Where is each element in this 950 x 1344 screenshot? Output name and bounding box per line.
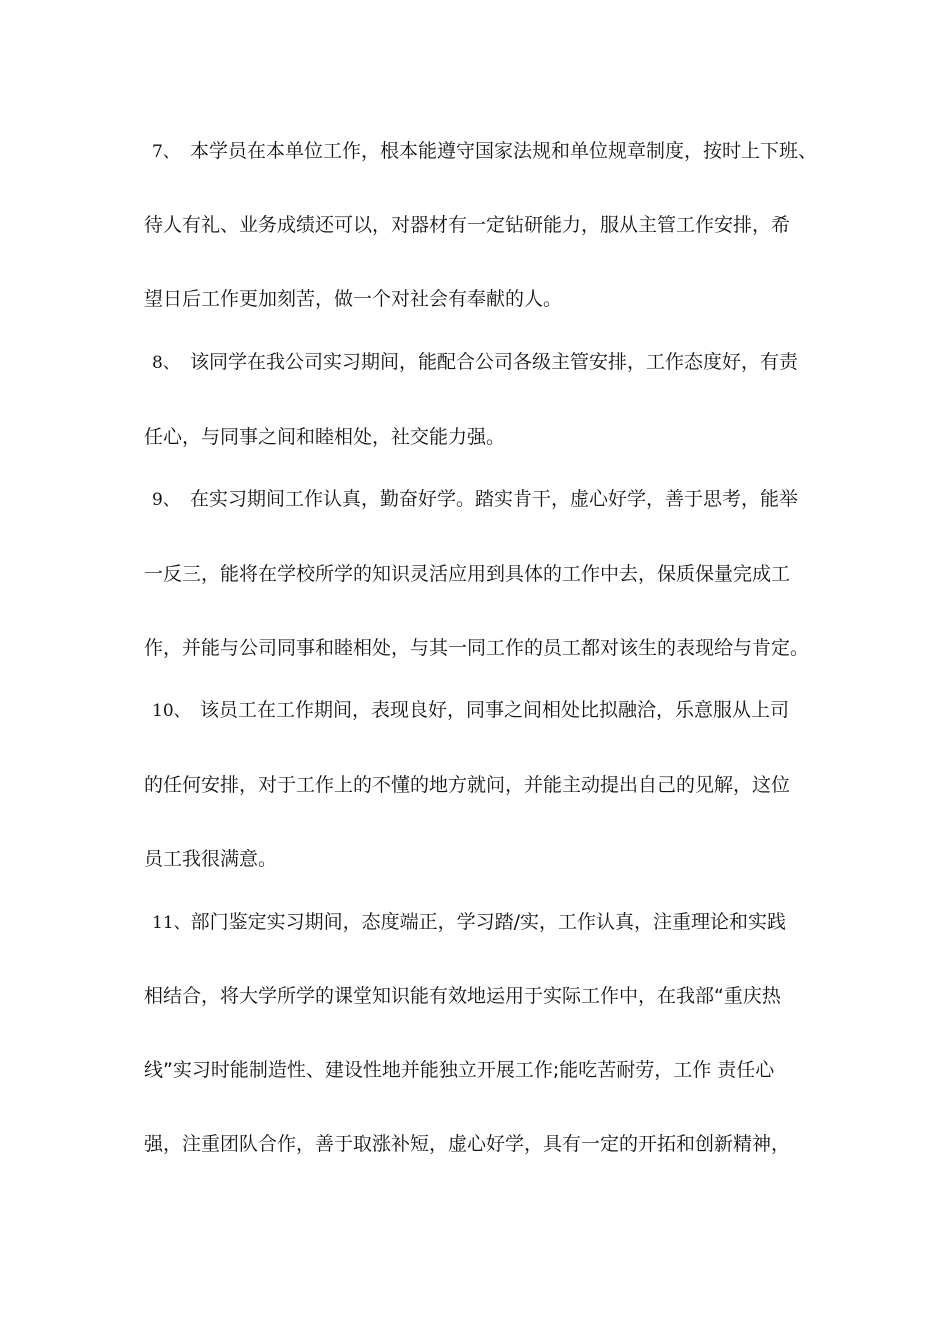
item-11-line-4: 强，注重团队合作，善于取涨补短，虚心好学，具有一定的开拓和创新精神，: [144, 1133, 791, 1155]
item-7-line-3: 望日后工作更加刻苦，做一个对社会有奉献的人。: [144, 288, 563, 310]
item-9-text-1: 在实习期间工作认真，勤奋好学。踏实肯干，虚心好学，善于思考，能举: [190, 488, 799, 510]
item-9-line-3: 作，并能与公司同事和睦相处，与其一同工作的员工都对该生的表现给与肯定。: [144, 637, 810, 659]
item-9-line-2: 一反三，能将在学校所学的知识灵活应用到具体的工作中去，保质保量完成工: [144, 563, 791, 585]
item-7-number: 7、: [152, 142, 180, 162]
item-11-line-3: 线”实习时能制造性、建设性地并能独立开展工作;能吃苦耐劳，工作 责任心: [144, 1059, 775, 1081]
item-10-line-1: [152, 698, 950, 723]
item-9-line-1: [152, 487, 950, 512]
item-11-line-1: [152, 910, 950, 935]
item-7-line-2: 待人有礼、业务成绩还可以，对器材有一定钻研能力，服从主管工作安排，希: [144, 214, 791, 236]
item-7-line-1: [152, 139, 950, 164]
item-11-line-2: 相结合，将大学所学的课堂知识能有效地运用于实际工作中，在我部“重庆热: [144, 985, 781, 1007]
item-9-number: 9、: [152, 490, 180, 510]
item-10-line-3: 员工我很满意。: [144, 848, 278, 870]
item-8-text-1: 该同学在我公司实习期间，能配合公司各级主管安排，工作态度好，有责: [190, 351, 799, 373]
item-8-line-1: [152, 350, 950, 375]
item-11-number: 11、: [152, 913, 191, 933]
item-10-text-1: 该员工在工作期间，表现良好，同事之间相处比拟融洽，乐意服从上司: [200, 699, 790, 721]
item-11-text-1: 部门鉴定实习期间，态度端正，学习踏/实，工作认真，注重理论和实践: [190, 911, 787, 933]
item-10-number: 10、: [152, 701, 191, 721]
item-7-text-1: 本学员在本单位工作，根本能遵守国家法规和单位规章制度，按时上下班、: [190, 140, 818, 162]
item-8-line-2: 任心，与同事之间和睦相处，社交能力强。: [144, 426, 506, 448]
item-8-number: 8、: [152, 353, 180, 373]
item-10-line-2: 的任何安排，对于工作上的不懂的地方就问，并能主动提出自己的见解，这位: [144, 774, 791, 796]
